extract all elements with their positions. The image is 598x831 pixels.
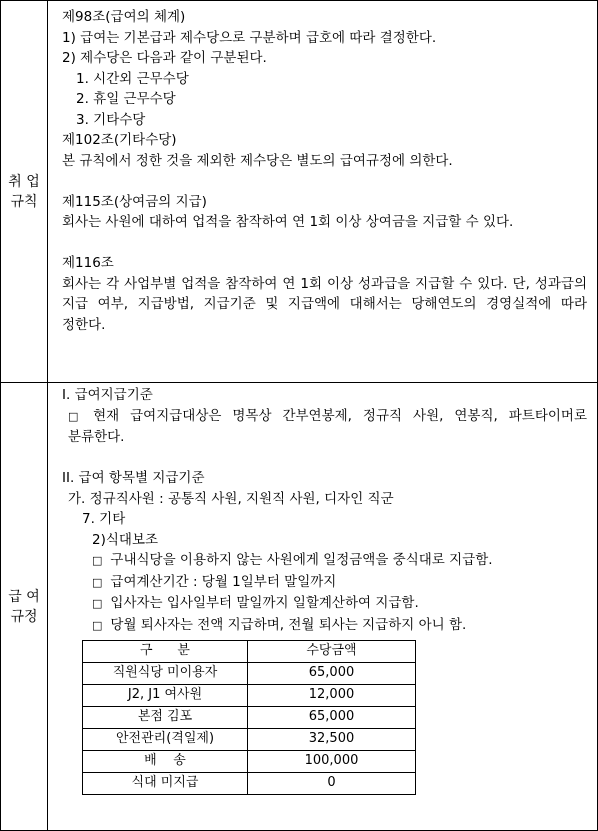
regular-staff-line: 가. 정규직사원 : 공통직 사원, 지원직 사원, 디자인 직군 bbox=[68, 490, 394, 507]
square-bullet-icon: □ bbox=[92, 554, 103, 567]
table-cell-category: 안전관리(격일제) bbox=[83, 729, 248, 751]
table-cell-category: 직원식당 미이용자 bbox=[83, 663, 248, 685]
article-115-body: 회사는 사원에 대하여 업적을 참작하여 연 1회 이상 상여금을 지급할 수 있다. bbox=[62, 214, 514, 230]
table-header-amount: 수당금액 bbox=[248, 641, 416, 663]
meal-allowance-table bbox=[82, 640, 416, 795]
article-116-body: 회사는 각 사업부별 업적을 참작하여 연 1회 이상 성과급을 지급할 수 있다. 단, 성과급의 지급 여부, 지급방법, 지급기준 및 지급액에 대해서는 당해연도의 경영실적에 따라 정한다. bbox=[62, 275, 587, 333]
article-98-item-2: 2) 제수당은 다음과 같이 구분된다. bbox=[62, 50, 267, 66]
row-label-line: 급 여 bbox=[8, 588, 40, 605]
square-bullet-icon: □ bbox=[92, 575, 103, 589]
section-2-title: II. 급여 항목별 지급기준 bbox=[62, 470, 205, 486]
pay-rules-content bbox=[48, 383, 598, 831]
table-header-category: 구 분 bbox=[83, 641, 248, 663]
row-label-line: 규칙 bbox=[10, 193, 38, 210]
row-label-employment-rules bbox=[1, 1, 48, 383]
article-98-item-1: 1) 급여는 기본급과 제수당으로 구분하며 급호에 따라 결정한다. bbox=[62, 29, 437, 46]
meal-bullet-3: □ 입사자는 입사일부터 말일까지 일할계산하여 지급함. bbox=[92, 595, 419, 611]
row-label-line: 취 업 bbox=[8, 173, 40, 190]
article-116-title: 제116조 bbox=[62, 255, 114, 271]
regulation-row-pay-rules bbox=[1, 383, 598, 831]
allowance-type-3: 3. 기타수당 bbox=[76, 111, 146, 128]
allowance-type-2: 2. 휴일 근무수당 bbox=[76, 91, 176, 107]
table-cell-category: 식대 미지급 bbox=[83, 773, 248, 795]
table-cell-amount: 100,000 bbox=[248, 751, 416, 773]
row-label-pay-rules bbox=[1, 383, 48, 831]
meal-subsidy-title: 2)식대보조 bbox=[92, 531, 159, 548]
article-102-title: 제102조(기타수당) bbox=[62, 132, 177, 148]
other-line: 7. 기타 bbox=[82, 511, 126, 527]
employment-rules-content bbox=[48, 1, 598, 383]
table-header-row bbox=[83, 641, 416, 663]
meal-bullet-1: □ 구내식당을 이용하지 않는 사원에게 일정금액을 중식대로 지급함. bbox=[92, 552, 493, 568]
allowance-type-1: 1. 시간외 근무수당 bbox=[76, 70, 189, 87]
table-cell-category: J2, J1 여사원 bbox=[83, 685, 248, 707]
square-bullet-icon: □ bbox=[92, 618, 103, 632]
square-bullet-icon: □ bbox=[68, 409, 86, 423]
meal-bullet-2: □ 급여계산기간 : 당월 1일부터 말일까지 bbox=[92, 573, 337, 590]
table-cell-amount: 0 bbox=[248, 773, 416, 795]
table-cell-amount: 32,500 bbox=[248, 729, 416, 751]
table-cell-amount: 65,000 bbox=[248, 663, 416, 685]
article-98-title: 제98조(급여의 체계) bbox=[62, 9, 186, 25]
meal-bullet-4: □ 당월 퇴사자는 전액 지급하며, 전월 퇴사는 지급하지 아니 함. bbox=[92, 616, 467, 633]
table-row bbox=[83, 707, 416, 729]
section-1-body: □ 현재 급여지급대상은 명목상 간부연봉제, 정규직 사원, 연봉직, 파트타이머로 분류한다. bbox=[68, 407, 587, 445]
row-label-line: 규정 bbox=[10, 608, 38, 625]
table-cell-category: 배 송 bbox=[83, 751, 248, 773]
regulation-row-employment-rules bbox=[1, 1, 598, 383]
table-cell-category: 본점 김포 bbox=[83, 707, 248, 729]
square-bullet-icon: □ bbox=[92, 597, 103, 610]
table-row bbox=[83, 685, 416, 707]
table-row bbox=[83, 773, 416, 795]
article-115-title: 제115조(상여금의 지급) bbox=[62, 193, 207, 210]
table-row bbox=[83, 729, 416, 751]
article-102-body: 본 규칙에서 정한 것을 제외한 제수당은 별도의 급여규정에 의한다. bbox=[62, 152, 453, 169]
table-cell-amount: 65,000 bbox=[248, 707, 416, 729]
table-row bbox=[83, 663, 416, 685]
table-cell-amount: 12,000 bbox=[248, 685, 416, 707]
table-row bbox=[83, 751, 416, 773]
section-1-title: I. 급여지급기준 bbox=[62, 387, 153, 403]
